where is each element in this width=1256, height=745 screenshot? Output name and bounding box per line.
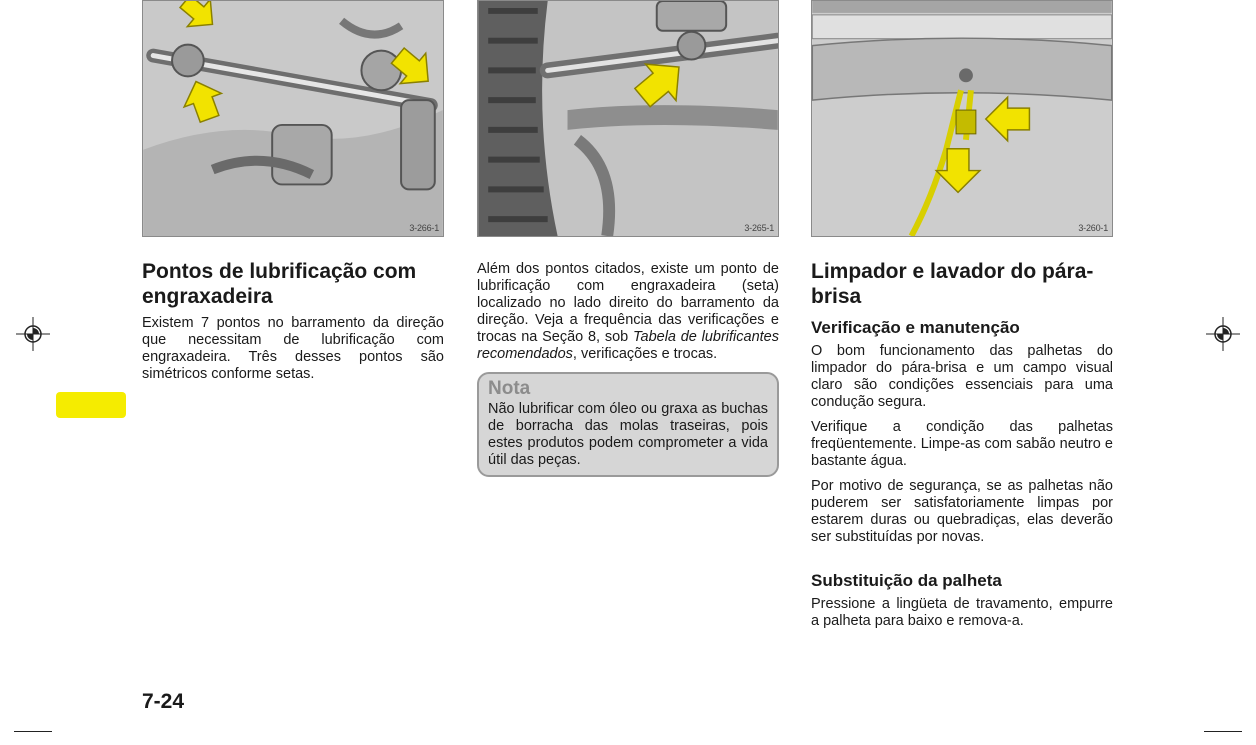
column-wiper-washer	[811, 0, 1113, 630]
section-heading: Pontos de lubrificação com engraxadeira	[142, 260, 417, 308]
note-title: Nota	[488, 378, 531, 399]
chapter-tab-marker	[56, 392, 126, 418]
note-box	[477, 372, 779, 477]
windshield-washer-photo	[811, 0, 1113, 237]
column-extra-lubrication	[477, 0, 779, 477]
column-lubrication-points	[142, 0, 444, 383]
subheading-inspection: Verificação e manutenção	[811, 318, 1020, 337]
body-text: Por motivo de segurança, se as palhetas não puderem ser satisfatoriamente limpas por estarem duras ou quebradiças, elas deverão ser substituídas por novas.	[811, 478, 1113, 545]
body-text: Verifique a condição das palhetas freqüentemente. Limpe-as com sabão neutro e bastante água.	[811, 419, 1113, 469]
registration-mark-icon	[16, 317, 50, 351]
subheading-blade-replacement: Substituição da palheta	[811, 571, 1002, 590]
body-text-end: , verificações e trocas.	[572, 346, 718, 362]
crop-mark	[14, 731, 52, 732]
body-text-italic: Tabela de lubrificantes recomendados	[477, 329, 780, 362]
page-number: 7-24	[142, 690, 185, 713]
section-heading: Limpador e lavador do pára-brisa	[811, 260, 1094, 308]
figure-code: 3-266-1	[409, 223, 439, 233]
steering-linkage-illustration	[143, 1, 443, 236]
body-text: O bom funcionamento das palhetas do limpador do pára-brisa e um campo visual claro são condições essenciais para uma condução segura.	[811, 343, 1113, 410]
note-text: Não lubrificar com óleo ou graxa as buchas de borracha das molas traseiras, pois estes produtos podem comprometer a vida útil das peças.	[488, 401, 768, 468]
body-text: Pressione a lingüeta de travamento, empurre a palheta para baixo e remova-a.	[811, 596, 1113, 629]
body-text	[477, 261, 779, 363]
figure-code: 3-265-1	[744, 223, 774, 233]
body-text-start: Além dos pontos citados, existe um ponto de lubrificação com engraxadeira (seta) localizado no lado direito do barramento da direção. Veja a frequência das verificações e trocas na Seção 8, sob	[477, 261, 779, 345]
right-side-linkage-illustration	[478, 1, 778, 236]
crop-mark	[1204, 731, 1242, 732]
steering-linkage-photo	[142, 0, 444, 237]
right-side-linkage-photo	[477, 0, 779, 237]
washer-hose-illustration	[812, 1, 1112, 236]
figure-code: 3-260-1	[1078, 223, 1108, 233]
registration-mark-icon	[1206, 317, 1240, 351]
body-text: Existem 7 pontos no barramento da direção que necessitam de lubrificação com engraxadeira. Três desses pontos são simétricos conforme setas.	[142, 315, 444, 382]
